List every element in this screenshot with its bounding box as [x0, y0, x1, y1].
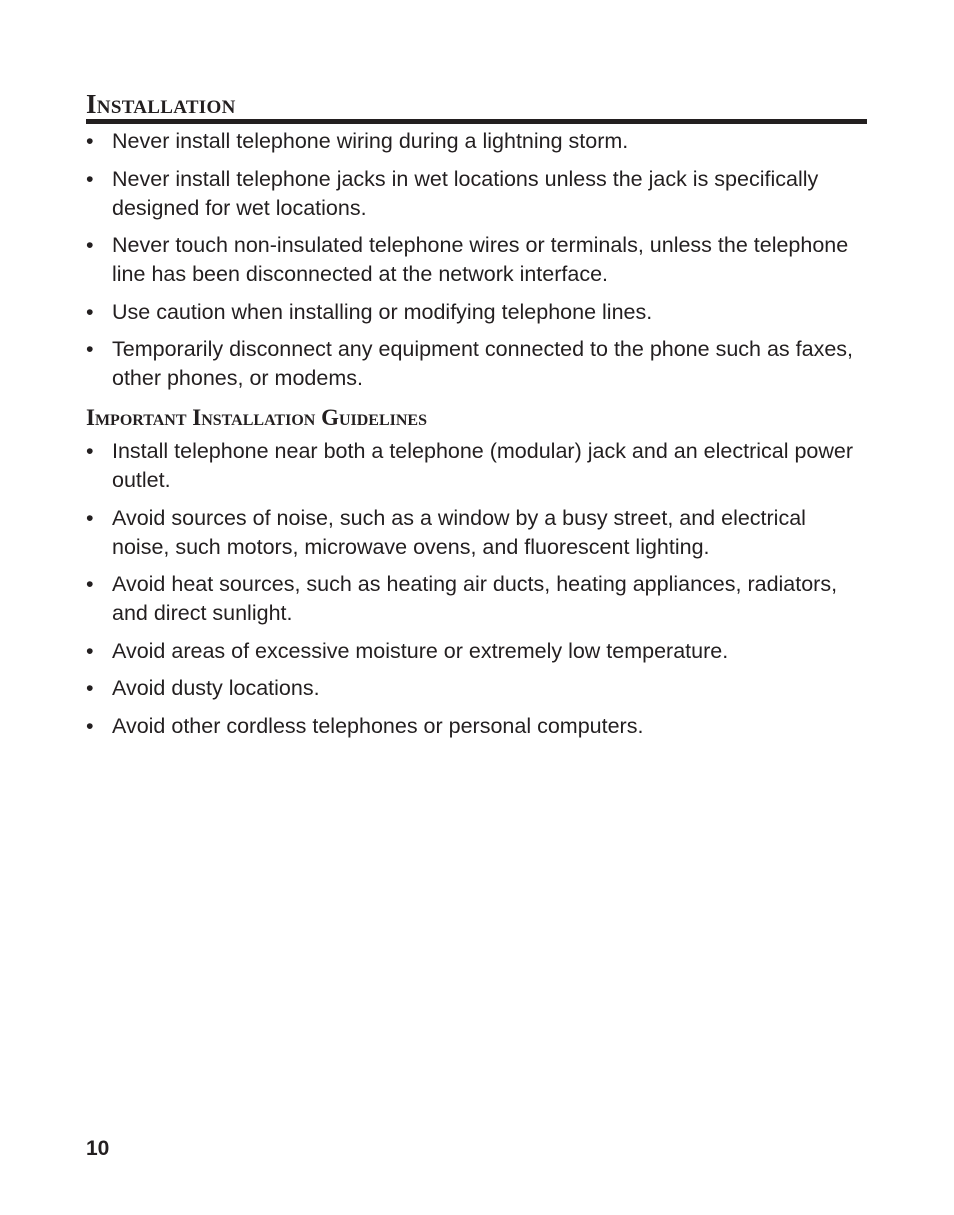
bullet-icon: •: [86, 299, 94, 324]
list-item: [86, 637, 868, 666]
bullet-icon: •: [86, 638, 94, 663]
list-item: [86, 231, 868, 289]
subsection-title: Important Installation Guidelines: [86, 405, 428, 430]
guidelines-list: [86, 437, 868, 749]
list-item-text: Avoid dusty locations.: [112, 676, 320, 700]
list-item-text: Avoid areas of excessive moisture or extremely low temperature.: [112, 638, 729, 663]
bullet-icon: •: [86, 505, 94, 530]
list-item-text: Never install telephone jacks in wet locations unless the jack is specifically designed for wet locations.: [112, 166, 819, 220]
list-item: [86, 127, 868, 156]
list-item-text: Avoid sources of noise, such as a window by a busy street, and electrical noise, such motors, microwave ovens, and fluorescent lighting.: [112, 505, 806, 559]
page-number: 10: [86, 1137, 110, 1160]
bullet-icon: •: [86, 129, 94, 153]
list-item-text: Never install telephone wiring during a lightning storm.: [112, 129, 629, 153]
list-item: [86, 335, 868, 393]
bullet-icon: •: [86, 233, 94, 257]
list-item: [86, 165, 868, 223]
list-item-text: Avoid other cordless telephones or personal computers.: [112, 713, 644, 738]
list-item-text: Avoid heat sources, such as heating air ducts, heating appliances, radiators, and direct sunlight.: [112, 572, 838, 625]
bullet-icon: •: [86, 439, 94, 463]
list-item: [86, 437, 868, 495]
bullet-icon: •: [86, 337, 94, 361]
section-title: Installation: [86, 89, 236, 119]
list-item-text: Temporarily disconnect any equipment connected to the phone such as faxes, other phones, or modems.: [112, 337, 854, 390]
installation-list: [86, 127, 868, 402]
list-item: [86, 674, 868, 703]
title-rule: [86, 119, 867, 124]
bullet-icon: •: [86, 572, 94, 596]
list-item: [86, 298, 868, 327]
bullet-icon: •: [86, 166, 94, 191]
list-item-text: Use caution when installing or modifying telephone lines.: [112, 299, 653, 324]
list-item-text: Install telephone near both a telephone (modular) jack and an electrical power outlet.: [112, 439, 854, 492]
bullet-icon: •: [86, 676, 94, 700]
list-item-text: Never touch non-insulated telephone wires or terminals, unless the telephone line has been disconnected at the network interface.: [112, 233, 849, 286]
bullet-icon: •: [86, 713, 94, 738]
list-item: [86, 570, 868, 628]
list-item: [86, 712, 868, 741]
list-item: [86, 504, 868, 562]
